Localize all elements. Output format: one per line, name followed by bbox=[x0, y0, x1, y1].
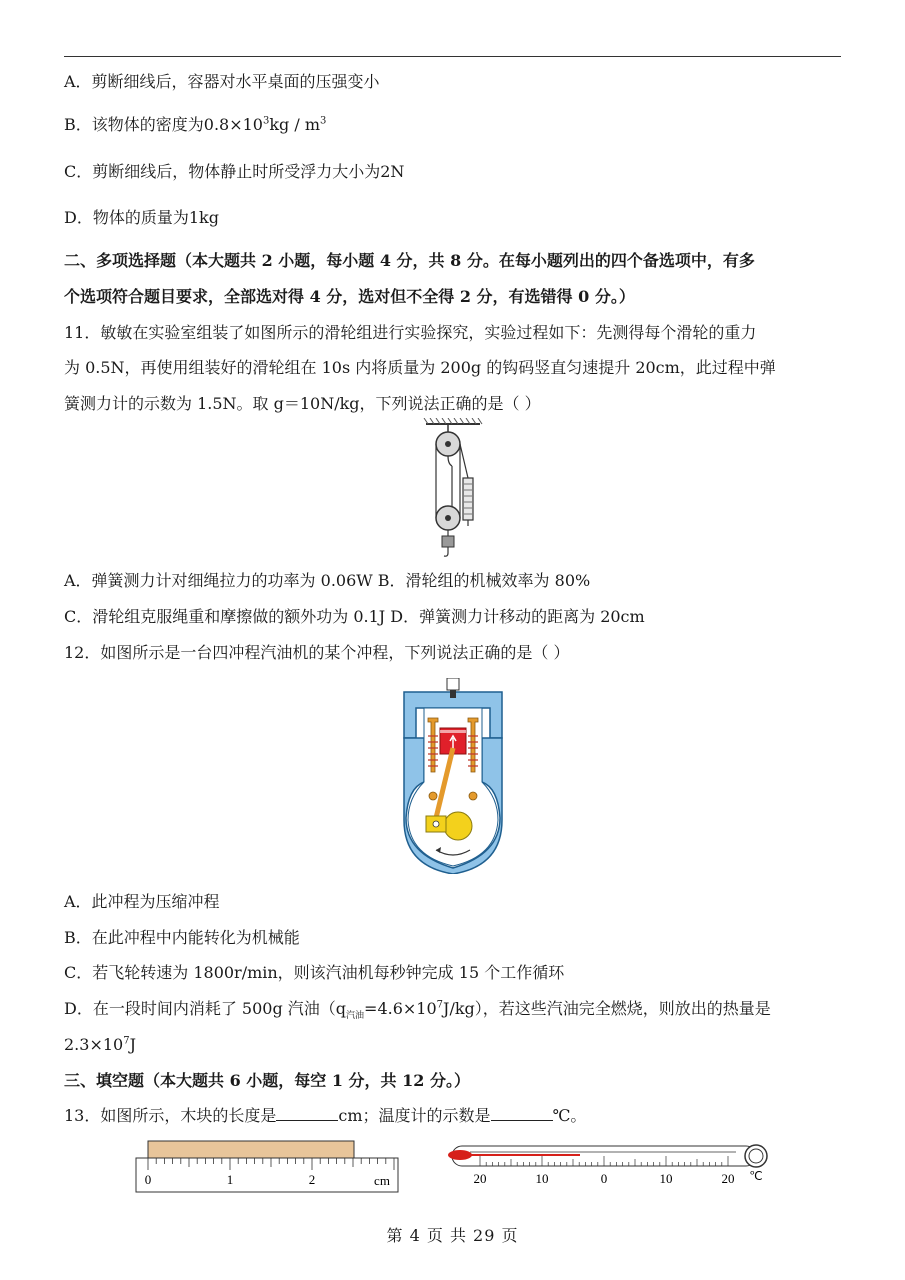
q10-option-d: D．物体的质量为1kg bbox=[64, 208, 219, 227]
q12-option-d-line2: $2.3\times 10^7J$ bbox=[64, 1035, 137, 1054]
thermo-tick-label-0: 20 bbox=[473, 1171, 487, 1186]
section2-heading-line2: 个选项符合题目要求，全部选对得 4 分，选对但不全得 2 分，有选错得 0 分。） bbox=[64, 287, 635, 306]
pulley-system-figure bbox=[418, 418, 488, 560]
q13-blank-length[interactable] bbox=[276, 1104, 338, 1121]
q11-stem-line1: 11．敏敏在实验室组装了如图所示的滑轮组进行实验探究，实验过程如下：先测得每个滑轮的重力 bbox=[64, 323, 757, 342]
q12-option-b: B．在此冲程中内能转化为机械能 bbox=[64, 928, 300, 947]
ruler-unit-label: cm bbox=[374, 1173, 390, 1188]
ruler-tick-label-1: 1 bbox=[226, 1172, 234, 1187]
thermo-tick-label-3: 10 bbox=[659, 1171, 673, 1186]
q10-option-a: A．剪断细线后，容器对水平桌面的压强变小 bbox=[64, 72, 380, 91]
ruler-tick-label-2: 2 bbox=[308, 1172, 316, 1187]
q12-option-a: A．此冲程为压缩冲程 bbox=[64, 892, 220, 911]
q12-stem: 12．如图所示是一台四冲程汽油机的某个冲程，下列说法正确的是（ ） bbox=[64, 643, 570, 662]
page-footer: 第 4 页 共 29 页 bbox=[386, 1226, 519, 1245]
section2-heading-line1: 二、多项选择题（本大题共 2 小题，每小题 4 分，共 8 分。在每小题列出的四个备选项中，有多 bbox=[64, 251, 755, 270]
thermo-unit-label: ℃ bbox=[749, 1169, 763, 1183]
engine-stroke-figure bbox=[398, 678, 508, 874]
q13-blank-temperature[interactable] bbox=[491, 1104, 553, 1121]
q11-stem-line2: 为 0.5N，再使用组装好的滑轮组在 10s 内将质量为 200g 的钩码竖直匀速提升 20cm，此过程中弹 bbox=[64, 358, 776, 377]
ruler-tick-label-0: 0 bbox=[144, 1172, 152, 1187]
q10-option-b: B．该物体的密度为$0.8\times 10^3kg / m^3$ bbox=[64, 115, 327, 134]
q13-stem: 13．如图所示，木块的长度是 cm；温度计的示数是 ℃。 bbox=[64, 1106, 587, 1125]
q11-stem-line3: 簧测力计的示数为 1.5N。取 g＝10N/kg，下列说法正确的是（ ） bbox=[64, 394, 541, 413]
thermo-tick-label-2: 0 bbox=[600, 1171, 608, 1186]
ruler-figure bbox=[134, 1138, 402, 1194]
q12-option-d-line1: D．在一段时间内消耗了 500g 汽油$(q_{汽油}=4.6\times 10^7J/kg)$，若这些汽油完全燃烧，则放出的热量是 bbox=[64, 999, 771, 1022]
q12-option-c: C．若飞轮转速为 1800r/min，则该汽油机每秒钟完成 15 个工作循环 bbox=[64, 963, 565, 982]
q11-options-ab: A．弹簧测力计对细绳拉力的功率为 0.06W B．滑轮组的机械效率为 80% bbox=[64, 571, 591, 590]
thermometer-figure bbox=[446, 1138, 772, 1188]
header-rule bbox=[64, 56, 841, 57]
section3-heading: 三、填空题（本大题共 6 小题，每空 1 分，共 12 分。） bbox=[64, 1071, 470, 1090]
q10-option-c: C．剪断细线后，物体静止时所受浮力大小为2N bbox=[64, 162, 405, 181]
q11-options-cd: C．滑轮组克服绳重和摩擦做的额外功为 0.1J D．弹簧测力计移动的距离为 20cm bbox=[64, 607, 645, 626]
thermo-tick-label-1: 10 bbox=[535, 1171, 549, 1186]
thermo-tick-label-4: 20 bbox=[721, 1171, 735, 1186]
